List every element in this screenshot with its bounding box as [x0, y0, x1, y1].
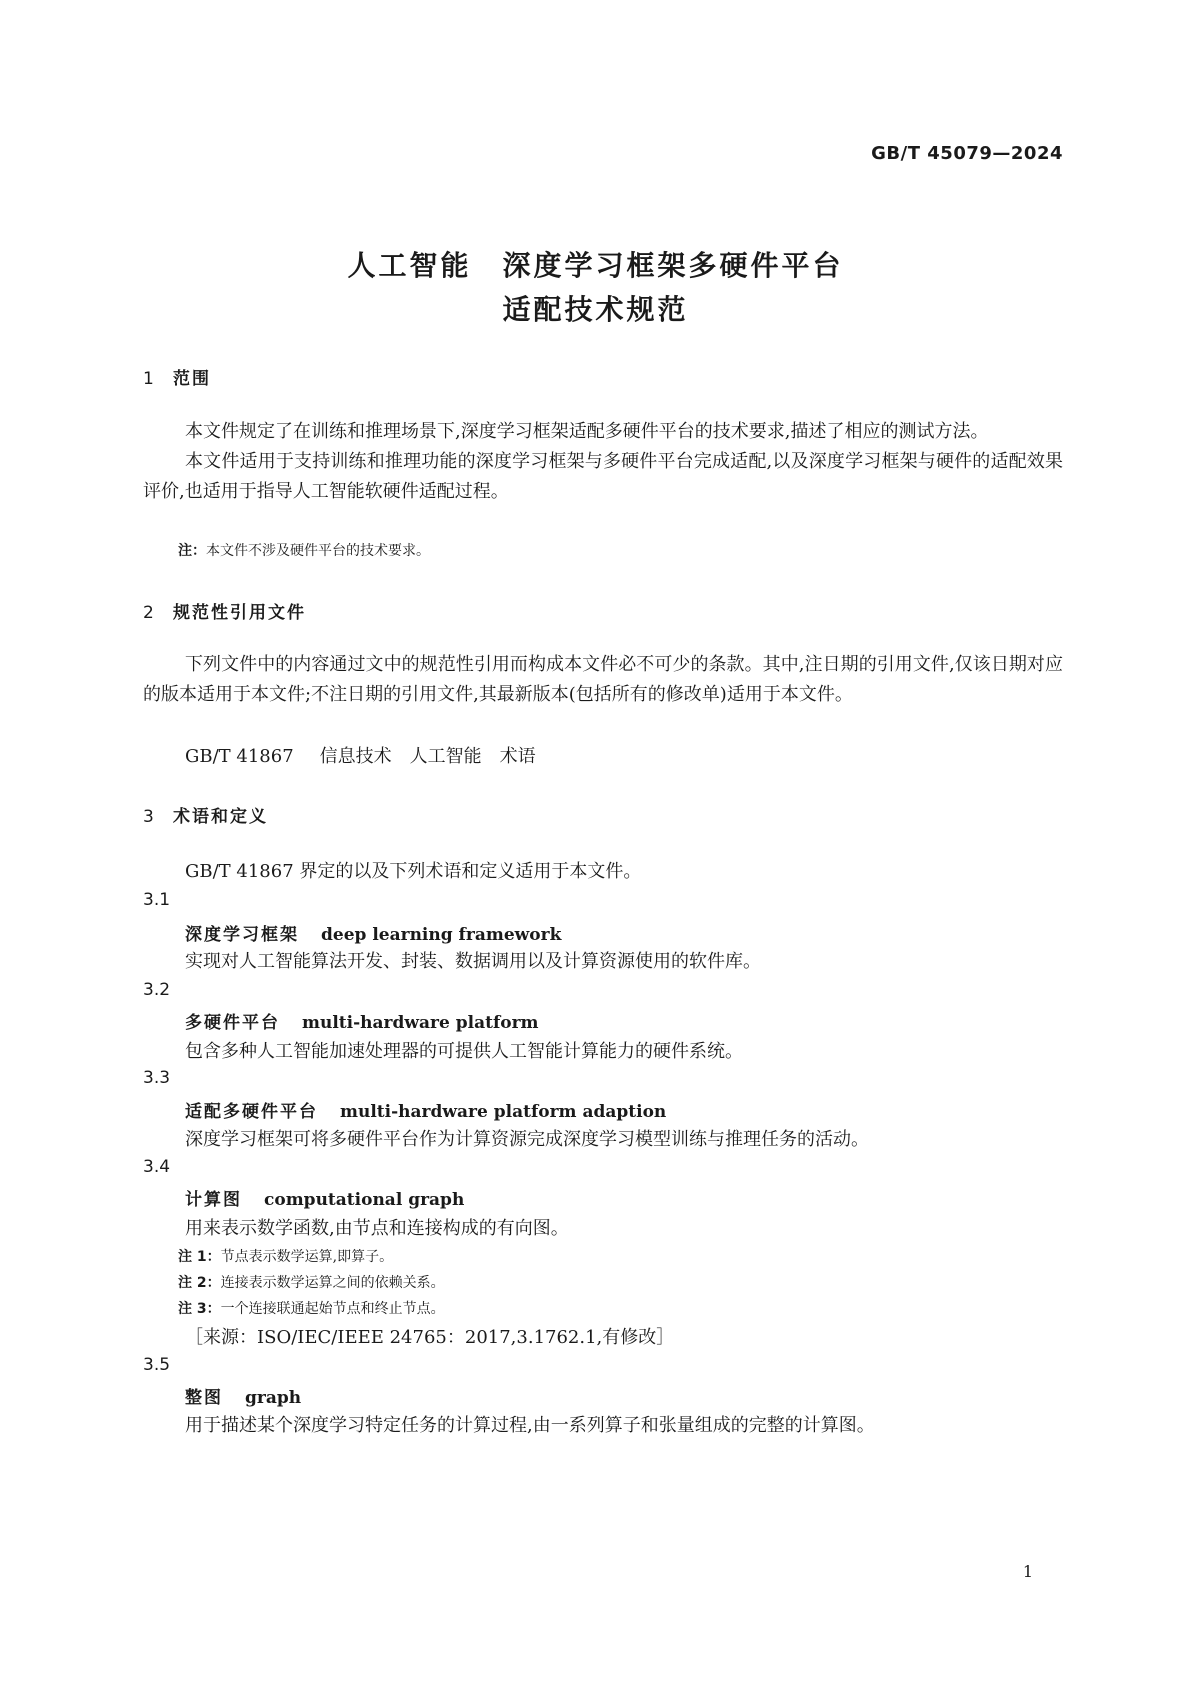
- page-number: 1: [1022, 1562, 1033, 1581]
- section-title: 规范性引用文件: [173, 603, 306, 623]
- section-1-note: [178, 540, 430, 560]
- normative-reference: [185, 742, 536, 768]
- section-number: 1: [143, 369, 156, 389]
- term-zh: 多硬件平台: [185, 1013, 280, 1033]
- term-entry: [185, 1097, 666, 1122]
- section-1-body: [143, 417, 1063, 507]
- term-note: [178, 1272, 445, 1292]
- note-text: 本文件不涉及硬件平台的技术要求。: [206, 543, 430, 559]
- section-number: 3: [143, 807, 156, 827]
- term-definition: 包含多种人工智能加速处理器的可提供人工智能计算能力的硬件系统。: [185, 1041, 743, 1062]
- paragraph: 本文件适用于支持训练和推理功能的深度学习框架与多硬件平台完成适配,以及深度学习框架与硬件的适配效果评价,也适用于指导人工智能软硬件适配过程。: [143, 451, 1063, 502]
- section-2-body: [143, 650, 1063, 710]
- note-label: 注 3：: [178, 1301, 221, 1317]
- term-zh: 整图: [185, 1388, 223, 1408]
- section-3-heading: [143, 802, 268, 827]
- term-definition: 用来表示数学函数,由节点和连接构成的有向图。: [185, 1218, 569, 1239]
- standard-code: GB/T 45079—2024: [871, 143, 1063, 164]
- term-note: [178, 1246, 393, 1266]
- term-en: deep learning framework: [321, 925, 562, 945]
- document-title-line-2: 适配技术规范: [502, 293, 689, 326]
- term-en: multi-hardware platform: [302, 1013, 539, 1033]
- document-title-line-1: 人工智能 深度学习框架多硬件平台: [347, 249, 844, 282]
- note-label: 注 1：: [178, 1249, 221, 1265]
- term-definition: 深度学习框架可将多硬件平台作为计算资源完成深度学习模型训练与推理任务的活动。: [185, 1129, 869, 1150]
- term-note: [178, 1298, 445, 1318]
- reference-code: GB/T 41867: [185, 746, 294, 767]
- term-source: ［来源：ISO/IEC/IEEE 24765：2017,3.1762.1,有修改］: [185, 1327, 675, 1348]
- term-entry: [185, 920, 561, 945]
- section-number: 2: [143, 603, 156, 623]
- term-definition: 实现对人工智能算法开发、封装、数据调用以及计算资源使用的软件库。: [185, 951, 761, 972]
- note-text: 连接表示数学运算之间的依赖关系。: [220, 1275, 445, 1291]
- term-zh: 适配多硬件平台: [185, 1102, 318, 1122]
- term-entry: [185, 1185, 464, 1210]
- term-number: 3.1: [143, 890, 171, 910]
- term-number: 3.4: [143, 1157, 171, 1177]
- paragraph: 下列文件中的内容通过文中的规范性引用而构成本文件必不可少的条款。其中,注日期的引用文件,仅该日期对应的版本适用于本文件;不注日期的引用文件,其最新版本(包括所有的修改单)适用于本文件。: [143, 654, 1063, 705]
- section-1-heading: [143, 364, 211, 389]
- term-entry: [185, 1383, 301, 1408]
- section-title: 范围: [173, 369, 211, 389]
- term-entry: [185, 1008, 539, 1033]
- term-number: 3.2: [143, 980, 171, 1000]
- note-text: 节点表示数学运算,即算子。: [220, 1249, 394, 1265]
- note-label: 注 2：: [178, 1275, 221, 1291]
- paragraph: 本文件规定了在训练和推理场景下,深度学习框架适配多硬件平台的技术要求,描述了相应的测试方法。: [185, 421, 989, 442]
- term-en: graph: [245, 1388, 302, 1408]
- note-text: 一个连接联通起始节点和终止节点。: [220, 1301, 445, 1317]
- section-2-heading: [143, 598, 306, 623]
- section-3-intro: GB/T 41867 界定的以及下列术语和定义适用于本文件。: [185, 861, 642, 882]
- section-title: 术语和定义: [173, 807, 268, 827]
- reference-title: 信息技术 人工智能 术语: [319, 746, 536, 767]
- term-number: 3.3: [143, 1068, 171, 1088]
- note-label: 注：: [178, 543, 206, 559]
- term-en: computational graph: [264, 1190, 465, 1210]
- term-zh: 深度学习框架: [185, 925, 299, 945]
- term-number: 3.5: [143, 1355, 171, 1375]
- term-definition: 用于描述某个深度学习特定任务的计算过程,由一系列算子和张量组成的完整的计算图。: [185, 1415, 875, 1436]
- term-en: multi-hardware platform adaption: [340, 1102, 667, 1122]
- term-zh: 计算图: [185, 1190, 242, 1210]
